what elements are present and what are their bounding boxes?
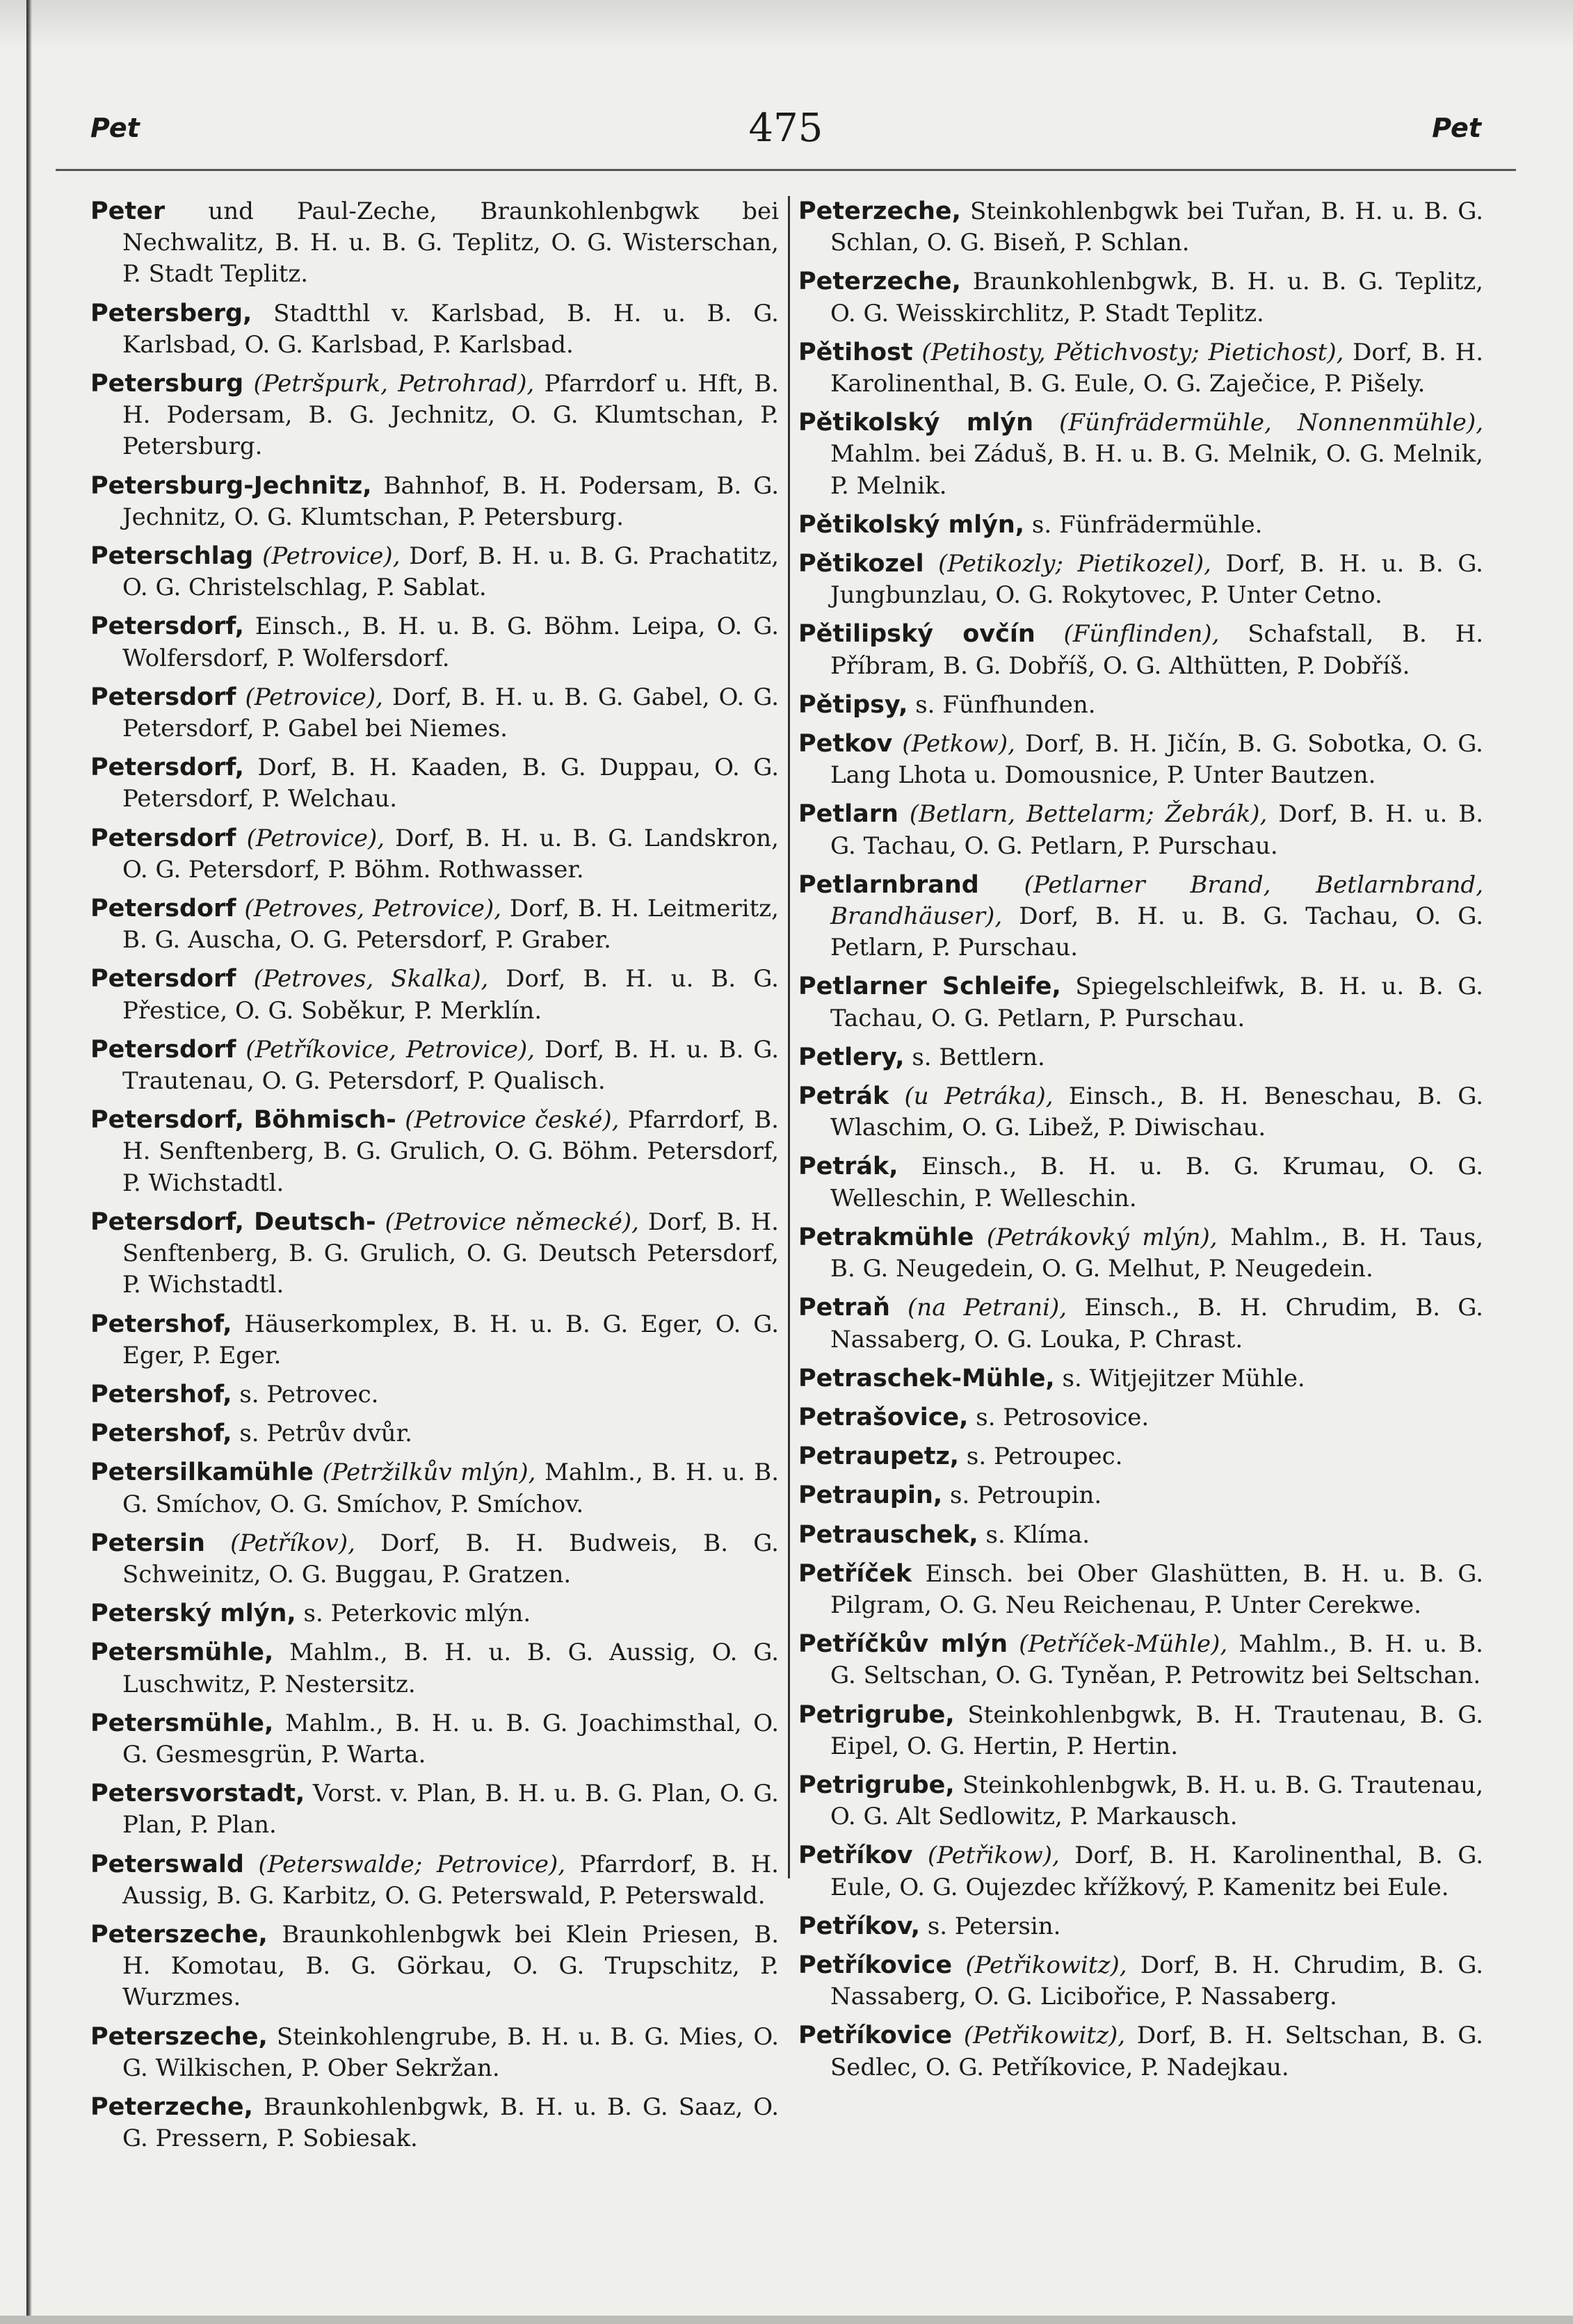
entry-description: s. Petrovec. xyxy=(239,1380,379,1408)
entry-description: Einsch. bei Ober Glashütten, B. H. u. B. G. Pilgram, O. G. Neu Reichenau, P. Unter Cerekwe. xyxy=(830,1559,1484,1619)
entry-alternate-names: (Petlarner Brand, Betlarnbrand, Brandhäuser), xyxy=(830,870,1484,931)
entry-alternate-names: (Petrovice), xyxy=(246,824,385,852)
entry-headword: Petříkov xyxy=(798,1842,913,1870)
entry-headword: Peterzeche, xyxy=(90,2093,253,2121)
gazetteer-entry xyxy=(798,196,1483,259)
gazetteer-entry xyxy=(90,2022,779,2084)
entry-description: s. Petrův dvůr. xyxy=(239,1420,412,1448)
entry-description: Spiegelschleifwk, B. H. u. B. G. Tachau, O. G. Petlarn, P. Purschau. xyxy=(830,973,1483,1032)
entry-description: Dorf, B. H. u. B. G. Landskron, O. G. Petersdorf, P. Böhm. Rothwasser. xyxy=(122,824,779,884)
entry-description: Mahlm., B. H. Taus, B. G. Neugedein, O. G. Melhut, P. Neugedein. xyxy=(830,1223,1484,1283)
gazetteer-entry xyxy=(90,823,779,886)
entry-headword: Petrakmühle xyxy=(798,1223,974,1251)
entry-description: Dorf, B. H. u. B. G. Tachau, O. G. Petlarn, P. Purschau. xyxy=(830,800,1484,860)
gazetteer-entry xyxy=(90,1105,779,1199)
page-binding-edge xyxy=(26,0,32,2324)
entry-alternate-names: (Petihosty, Pětichvosty; Pietichost), xyxy=(921,338,1344,366)
entry-alternate-names: (Betlarn, Bettelarm; Žebrák), xyxy=(909,800,1268,829)
entry-description: Schafstall, B. H. Příbram, B. G. Dobříš, O. G. Althütten, P. Dobříš. xyxy=(830,620,1484,680)
gazetteer-entry xyxy=(90,2092,779,2154)
entry-description: Dorf, B. H. Karolinenthal, B. G. Eule, O. G. Zaječice, P. Pišely. xyxy=(830,338,1484,398)
entry-headword: Petersdorf xyxy=(90,683,236,711)
entry-description: Pfarrdorf, B. H. Senftenberg, B. G. Grulich, O. G. Böhm. Petersdorf, P. Wichstadtl. xyxy=(122,1106,779,1197)
gazetteer-entry xyxy=(90,1637,779,1700)
entry-description: Einsch., B. H. u. B. G. Böhm. Leipa, O. G. Wolfersdorf, P. Wolfersdorf. xyxy=(122,612,779,672)
entry-description: Pfarrdorf u. Hft, B. H. Podersam, B. G. Jechnitz, O. G. Klumtschan, P. Petersburg. xyxy=(122,370,779,461)
gazetteer-entry xyxy=(90,1379,779,1411)
gazetteer-entry xyxy=(90,471,779,533)
column-divider xyxy=(788,196,790,1878)
gazetteer-entry xyxy=(798,729,1483,791)
entry-description: Steinkohlenbgwk bei Tuřan, B. H. u. B. G. Schlan, O. G. Biseň, P. Schlan. xyxy=(830,197,1483,257)
entry-alternate-names: (Petroves, Skalka), xyxy=(253,965,489,993)
gazetteer-entry xyxy=(90,1849,779,1912)
entry-headword: Pětilipský ovčín xyxy=(798,620,1035,649)
gazetteer-entry xyxy=(90,1418,779,1449)
entry-headword: Petersdorf xyxy=(90,1035,236,1064)
gazetteer-entry xyxy=(90,1457,779,1520)
gazetteer-entry xyxy=(798,1629,1483,1691)
entry-headword: Petříkovice xyxy=(798,2022,953,2050)
entry-headword: Peterský mlýn, xyxy=(90,1600,296,1628)
entry-alternate-names: (Petroves, Petrovice), xyxy=(244,895,502,923)
gazetteer-entry xyxy=(798,549,1483,611)
entry-alternate-names: (Petříkov), xyxy=(230,1529,355,1557)
entry-alternate-names: (Petříkovice, Petrovice), xyxy=(245,1035,535,1064)
entry-description: s. Petroupec. xyxy=(966,1443,1123,1471)
entry-headword: Petersdorf, Deutsch- xyxy=(90,1208,376,1236)
gazetteer-entry xyxy=(798,1911,1483,1942)
left-column xyxy=(90,196,779,2162)
entry-description: Dorf, B. H. Karolinenthal, B. G. Eule, O. G. Oujezdec křížkový, P. Kamenitz bei Eule. xyxy=(830,1842,1484,1901)
entry-alternate-names: (u Petráka), xyxy=(904,1082,1054,1111)
entry-description: s. Peterkovic mlýn. xyxy=(303,1600,531,1628)
entry-alternate-names: (Petkow), xyxy=(902,730,1015,758)
entry-description: s. Fünfhunden. xyxy=(915,690,1096,719)
gazetteer-entry xyxy=(798,690,1483,721)
entry-alternate-names: (Petříček-Mühle), xyxy=(1019,1630,1228,1659)
entry-description: Stadtthl v. Karlsbad, B. H. u. B. G. Karlsbad, O. G. Karlsbad, P. Karlsbad. xyxy=(122,299,779,359)
gazetteer-entry xyxy=(90,611,779,674)
gazetteer-entry xyxy=(798,1402,1483,1433)
entry-alternate-names: (Petrákovký mlýn), xyxy=(986,1223,1218,1251)
gazetteer-entry xyxy=(90,1708,779,1771)
entry-headword: Petersberg, xyxy=(90,299,252,327)
entry-headword: Peterschlag xyxy=(90,542,254,571)
gazetteer-entry xyxy=(90,541,779,603)
gazetteer-entry xyxy=(90,752,779,815)
entry-headword: Petraschek-Mühle, xyxy=(798,1364,1055,1392)
entry-headword: Petersmühle, xyxy=(90,1639,274,1667)
entry-alternate-names: (Petrovice), xyxy=(245,683,383,711)
entry-alternate-names: (Petrovice), xyxy=(262,542,401,571)
gazetteer-entry xyxy=(798,1042,1483,1073)
entry-headword: Petersin xyxy=(90,1529,205,1557)
entry-headword: Petrigrube, xyxy=(798,1700,955,1729)
entry-description: Dorf, B. H. u. B. G. Prachatitz, O. G. Christelschlag, P. Sablat. xyxy=(122,542,780,602)
entry-headword: Petershof, xyxy=(90,1420,232,1448)
entry-headword: Petlarn xyxy=(798,800,898,829)
entry-alternate-names: (na Petrani), xyxy=(908,1294,1067,1322)
entry-description: s. Witjejitzer Mühle. xyxy=(1062,1364,1305,1392)
entry-headword: Pětipsy, xyxy=(798,690,908,719)
entry-description: Dorf, B. H. u. B. G. Tachau, O. G. Petlarn, P. Purschau. xyxy=(830,902,1483,962)
gazetteer-entry xyxy=(798,799,1483,861)
entry-description: Dorf, B. H. Senftenberg, B. G. Grulich, O. G. Deutsch Petersdorf, P. Wichstadtl. xyxy=(122,1208,779,1299)
entry-alternate-names: (Fünfrädermühle, Nonnenmühle), xyxy=(1059,409,1484,437)
entry-description: Einsch., B. H. Beneschau, B. G. Wlaschim, O. G. Libež, P. Diwischau. xyxy=(830,1082,1484,1142)
gazetteer-entry xyxy=(798,2020,1483,2083)
gazetteer-entry xyxy=(798,1840,1483,1903)
entry-headword: Peter xyxy=(90,197,166,225)
gazetteer-entry xyxy=(90,1034,779,1097)
entry-headword: Petříček xyxy=(798,1559,912,1588)
entry-headword: Petraupin, xyxy=(798,1481,943,1510)
gazetteer-entry xyxy=(90,1778,779,1841)
entry-headword: Petříčkův mlýn xyxy=(798,1630,1008,1659)
entry-description: Einsch., B. H. u. B. G. Krumau, O. G. Welleschin, P. Welleschin. xyxy=(830,1153,1484,1212)
page-bottom-edge xyxy=(0,2316,1573,2324)
entry-headword: Peterzeche, xyxy=(798,268,961,296)
entry-description: und Paul-Zeche, Braunkohlenbgwk bei Nechwalitz, B. H. u. B. G. Teplitz, O. G. Wisterschan, P. Stadt Teplitz. xyxy=(122,197,779,289)
entry-headword: Petrigrube, xyxy=(798,1771,955,1799)
entry-alternate-names: (Petržilkův mlýn), xyxy=(322,1458,536,1487)
entry-description: Braunkohlenbgwk, B. H. u. B. G. Saaz, O. G. Pressern, P. Sobiesak. xyxy=(122,2093,779,2153)
entry-headword: Petersburg-Jechnitz, xyxy=(90,471,372,500)
entry-description: Mahlm., B. H. u. B. G. Seltschan, O. G. Tyněan, P. Petrowitz bei Seltschan. xyxy=(830,1630,1483,1690)
entry-description: Dorf, B. H. Jičín, B. G. Sobotka, O. G. Lang Lhota u. Domousnice, P. Unter Bautzen. xyxy=(830,730,1483,790)
gazetteer-entry xyxy=(90,298,779,361)
gazetteer-entry xyxy=(90,1309,779,1372)
entry-description: Dorf, B. H. u. B. G. Jungbunzlau, O. G. Rokytovec, P. Unter Cetno. xyxy=(830,550,1483,610)
entry-description: Steinkohlenbgwk, B. H. Trautenau, B. G. Eipel, O. G. Hertin, P. Hertin. xyxy=(830,1700,1483,1760)
gazetteer-entry xyxy=(90,1528,779,1591)
entry-description: s. Petroupin. xyxy=(950,1481,1102,1510)
gazetteer-entry xyxy=(798,337,1483,400)
entry-headword: Peterswald xyxy=(90,1850,244,1878)
entry-description: Steinkohlengrube, B. H. u. B. G. Mies, O. G. Wilkischen, P. Ober Sekržan. xyxy=(122,2022,780,2082)
entry-description: Mahlm., B. H. u. B. G. Smíchov, O. G. Smíchov, P. Smíchov. xyxy=(122,1458,780,1518)
gazetteer-entry xyxy=(798,870,1483,964)
gazetteer-entry xyxy=(798,407,1483,502)
entry-headword: Petlarnbrand xyxy=(798,870,979,899)
entry-headword: Pětikolský mlýn xyxy=(798,409,1034,437)
entry-description: Dorf, B. H. Budweis, B. G. Schweinitz, O. G. Buggau, P. Gratzen. xyxy=(122,1529,779,1588)
page-top-shadow xyxy=(0,0,1573,49)
entry-headword: Petersdorf, Böhmisch- xyxy=(90,1106,396,1135)
gazetteer-entry xyxy=(798,1700,1483,1762)
entry-headword: Petrašovice, xyxy=(798,1403,969,1431)
entry-alternate-names: (Petrovice německé), xyxy=(385,1208,639,1236)
entry-headword: Petrauschek, xyxy=(798,1520,978,1549)
gazetteer-entry xyxy=(798,619,1483,681)
entry-headword: Petrák, xyxy=(798,1153,898,1181)
gazetteer-entry xyxy=(798,1222,1483,1285)
gazetteer-entry xyxy=(90,196,779,291)
header-right-catchword: Pet xyxy=(1432,113,1481,143)
gazetteer-entry xyxy=(90,1598,779,1630)
gazetteer-entry xyxy=(798,266,1483,329)
header-rule xyxy=(56,169,1516,171)
entry-description: Vorst. v. Plan, B. H. u. B. G. Plan, O. G. Plan, P. Plan. xyxy=(122,1780,779,1839)
entry-headword: Pětikolský mlýn, xyxy=(798,510,1025,539)
entry-headword: Petersdorf xyxy=(90,824,236,852)
entry-headword: Peterzeche, xyxy=(798,197,961,225)
gazetteer-entry xyxy=(798,1081,1483,1144)
entry-description: Dorf, B. H. Chrudim, B. G. Nassaberg, O. G. Licibořice, P. Nassaberg. xyxy=(830,1951,1484,2011)
entry-headword: Petrák xyxy=(798,1082,889,1111)
entry-description: Mahlm., B. H. u. B. G. Joachimsthal, O. G. Gesmesgrün, P. Warta. xyxy=(122,1709,779,1769)
entry-headword: Petersvorstadt, xyxy=(90,1780,305,1808)
gazetteer-entry xyxy=(90,368,779,463)
entry-alternate-names: (Fünflinden), xyxy=(1063,620,1220,649)
entry-headword: Petraň xyxy=(798,1294,890,1322)
entry-headword: Petersdorf xyxy=(90,895,236,923)
entry-description: s. Bettlern. xyxy=(912,1043,1045,1071)
entry-alternate-names: (Petikozly; Pietikozel), xyxy=(938,550,1211,578)
entry-description: Braunkohlenbgwk, B. H. u. B. G. Teplitz, O. G. Weisskirchlitz, P. Stadt Teplitz. xyxy=(830,268,1483,327)
entry-description: s. Petersin. xyxy=(927,1912,1061,1940)
entry-headword: Peterszeche, xyxy=(90,2022,268,2051)
entry-description: s. Fünfrädermühle. xyxy=(1031,510,1263,539)
entry-description: Dorf, B. H. u. B. G. Gabel, O. G. Petersdorf, P. Gabel bei Niemes. xyxy=(122,683,780,743)
entry-description: s. Klíma. xyxy=(985,1520,1090,1549)
running-header xyxy=(90,106,1481,154)
gazetteer-entry xyxy=(90,682,779,745)
entry-headword: Petersburg xyxy=(90,370,244,398)
gazetteer-entry xyxy=(798,1292,1483,1355)
entry-description: s. Petrosovice. xyxy=(976,1403,1150,1431)
entry-description: Mahlm., B. H. u. B. G. Aussig, O. G. Luschwitz, P. Nestersitz. xyxy=(122,1639,779,1698)
entry-description: Dorf, B. H. u. B. G. Trautenau, O. G. Petersdorf, P. Qualisch. xyxy=(122,1035,779,1096)
entry-description: Einsch., B. H. Chrudim, B. G. Nassaberg, O. G. Louka, P. Chrast. xyxy=(830,1294,1483,1354)
gazetteer-entry xyxy=(798,1950,1483,2013)
entry-description: Mahlm. bei Záduš, B. H. u. B. G. Melnik, O. G. Melnik, P. Melnik. xyxy=(830,440,1483,500)
entry-headword: Petraupetz, xyxy=(798,1443,960,1471)
entry-description: Dorf, B. H. Leitmeritz, B. G. Auscha, O. G. Petersdorf, P. Graber. xyxy=(122,895,779,954)
gazetteer-entry xyxy=(798,1770,1483,1833)
entry-headword: Petlarner Schleife, xyxy=(798,973,1061,1001)
entry-alternate-names: (Petřikowitz), xyxy=(965,1951,1127,1979)
gazetteer-entry xyxy=(798,971,1483,1034)
entry-description: Dorf, B. H. Seltschan, B. G. Sedlec, O. G. Petříkovice, P. Nadejkau. xyxy=(830,2022,1483,2081)
gazetteer-entry xyxy=(90,893,779,956)
entry-headword: Peterszeche, xyxy=(90,1920,268,1949)
gazetteer-entry xyxy=(798,1441,1483,1472)
entry-alternate-names: (Peterswalde; Petrovice), xyxy=(258,1850,566,1878)
entry-alternate-names: (Petřikow), xyxy=(928,1842,1060,1870)
entry-headword: Petříkovice xyxy=(798,1951,953,1979)
entry-description: Braunkohlenbgwk bei Klein Priesen, B. H. Komotau, B. G. Görkau, O. G. Trupschitz, P. Wurzmes. xyxy=(122,1920,779,2012)
entry-headword: Petersdorf xyxy=(90,965,236,993)
header-left-catchword: Pet xyxy=(90,113,140,143)
entry-headword: Petersilkamühle xyxy=(90,1458,314,1487)
entry-description: Steinkohlenbgwk, B. H. u. B. G. Trautenau, O. G. Alt Sedlowitz, P. Markausch. xyxy=(830,1771,1483,1831)
entry-alternate-names: (Petřikowitz), xyxy=(963,2022,1126,2050)
entry-headword: Petersdorf, xyxy=(90,612,244,641)
entry-headword: Petershof, xyxy=(90,1310,232,1338)
entry-description: Pfarrdorf, B. H. Aussig, B. G. Karbitz, O. G. Peterswald, P. Peterswald. xyxy=(122,1850,779,1910)
page-number: 475 xyxy=(748,106,823,151)
right-column xyxy=(798,196,1483,2091)
entry-headword: Petkov xyxy=(798,730,893,758)
gazetteer-entry xyxy=(798,510,1483,541)
entry-headword: Petershof, xyxy=(90,1380,232,1408)
gazetteer-entry xyxy=(90,1919,779,2014)
gazetteer-entry xyxy=(798,1520,1483,1551)
entry-description: Häuserkomplex, B. H. u. B. G. Eger, O. G. Eger, P. Eger. xyxy=(122,1310,780,1370)
entry-headword: Pětihost xyxy=(798,338,913,366)
entry-alternate-names: (Petrovice české), xyxy=(405,1106,620,1135)
gazetteer-entry xyxy=(90,964,779,1026)
gazetteer-entry xyxy=(798,1151,1483,1214)
gazetteer-entry xyxy=(798,1559,1483,1621)
entry-description: Bahnhof, B. H. Podersam, B. G. Jechnitz, O. G. Klumtschan, P. Petersburg. xyxy=(122,471,780,531)
entry-description: Dorf, B. H. Kaaden, B. G. Duppau, O. G. Petersdorf, P. Welchau. xyxy=(122,754,779,813)
entry-headword: Petersmühle, xyxy=(90,1709,274,1737)
entry-headword: Petříkov, xyxy=(798,1912,921,1940)
gazetteer-entry xyxy=(798,1363,1483,1395)
entry-description: Dorf, B. H. u. B. G. Přestice, O. G. Soběkur, P. Merklín. xyxy=(122,965,779,1025)
gazetteer-entry xyxy=(798,1480,1483,1511)
entry-headword: Petlery, xyxy=(798,1043,905,1071)
entry-headword: Pětikozel xyxy=(798,550,924,578)
gazetteer-entry xyxy=(90,1207,779,1301)
entry-alternate-names: (Petršpurk, Petrohrad), xyxy=(253,370,535,398)
entry-headword: Petersdorf, xyxy=(90,754,244,782)
